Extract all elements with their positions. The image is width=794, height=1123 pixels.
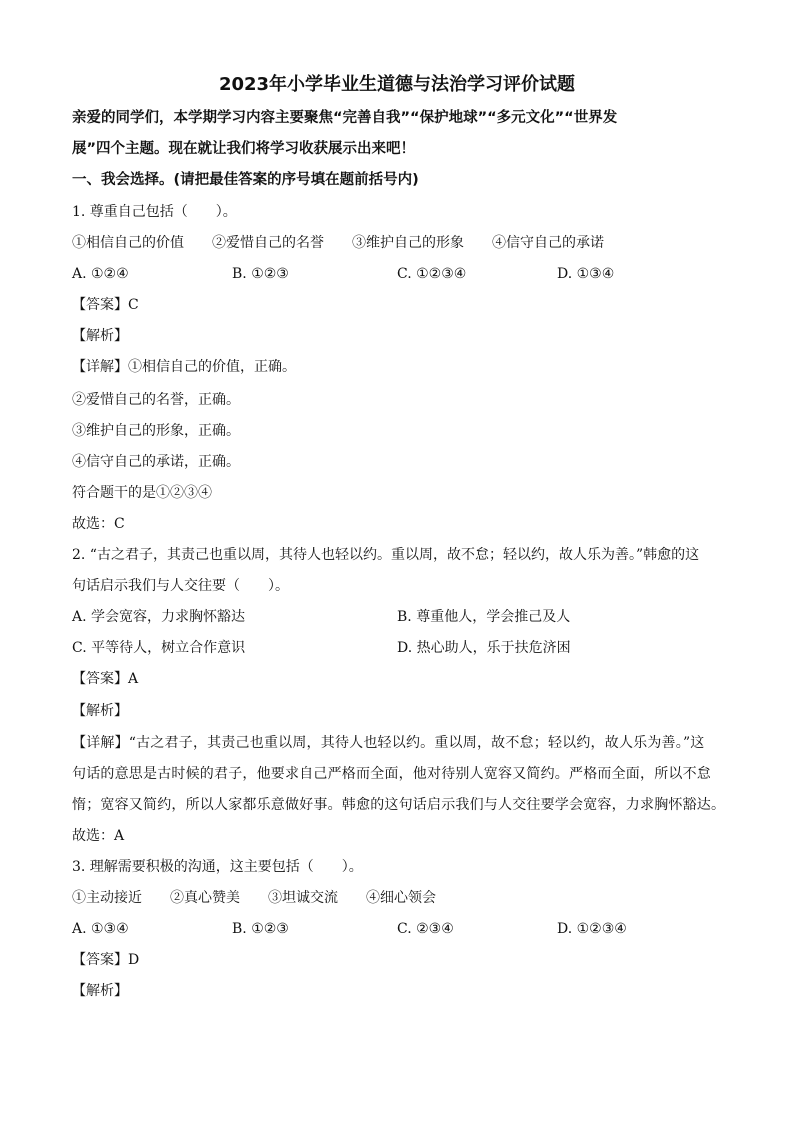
q2-option-c: C. 平等待人，树立合作意识	[72, 640, 246, 656]
q1-detail-line: ③维护自己的形象，正确。	[72, 423, 240, 439]
q3-answer: 【答案】D	[72, 952, 140, 968]
q1-stem: 1. 尊重自己包括（ ）。	[72, 204, 237, 220]
q2-answer: 【答案】A	[72, 671, 139, 687]
q2-detail-line: 【详解】“古之君子，其责己也重以周，其待人也轻以约。重以周，故不怠；轻以约，故人乐为善。”这	[72, 735, 705, 751]
q2-stem-line-2: 句话启示我们与人交往要（ ）。	[72, 578, 289, 594]
q2-option-a: A. 学会宽容，力求胸怀豁达	[72, 609, 246, 625]
q3-option-c: C. ②③④	[397, 921, 454, 937]
q1-option-b: B. ①②③	[232, 266, 289, 282]
q3-items: ①主动接近 ②真心赞美 ③坦诚交流 ④细心领会	[72, 890, 436, 906]
q1-items: ①相信自己的价值 ②爱惜自己的名誉 ③维护自己的形象 ④信守自己的承诺	[72, 235, 604, 251]
q1-detail-line: 符合题干的是①②③④	[72, 485, 212, 501]
q1-choice: 故选：C	[72, 516, 125, 532]
q1-option-d: D. ①③④	[557, 266, 615, 282]
q1-detail-line: 【详解】①相信自己的价值，正确。	[72, 359, 296, 375]
q2-detail-line: 句话的意思是古时候的君子，他要求自己严格而全面，他对待别人宽容又简约。严格而全面，所以不怠	[72, 766, 711, 782]
q1-detail-line: ④信守自己的承诺，正确。	[72, 454, 240, 470]
q3-stem: 3. 理解需要积极的沟通，这主要包括（ ）。	[72, 859, 363, 875]
intro-line-1: 亲爱的同学们，本学期学习内容主要聚焦“完善自我”“保护地球”“多元文化”“世界发	[72, 110, 618, 126]
q3-option-d: D. ①②③④	[557, 921, 627, 937]
q1-analysis-label: 【解析】	[72, 328, 128, 344]
q2-analysis-label: 【解析】	[72, 703, 128, 719]
q2-option-d: D. 热心助人，乐于扶危济困	[397, 640, 571, 656]
q2-choice: 故选：A	[72, 828, 125, 844]
q2-detail-line: 惰；宽容又简约，所以人家都乐意做好事。韩愈的这句话启示我们与人交往要学会宽容，力求胸怀豁达。	[72, 797, 726, 813]
q3-analysis-label: 【解析】	[72, 983, 128, 999]
q1-detail-line: ②爱惜自己的名誉，正确。	[72, 392, 240, 408]
q1-option-a: A. ①②④	[72, 266, 129, 282]
q2-option-b: B. 尊重他人，学会推己及人	[397, 609, 571, 625]
q1-answer: 【答案】C	[72, 297, 139, 313]
section-heading: 一、我会选择。(请把最佳答案的序号填在题前括号内)	[72, 172, 419, 188]
q3-option-b: B. ①②③	[232, 921, 289, 937]
exam-title: 2023年小学毕业生道德与法治学习评价试题	[218, 74, 576, 95]
q2-stem-line-1: 2. “古之君子，其责己也重以周，其待人也轻以约。重以周，故不怠；轻以约，故人乐为善。”韩愈的这	[72, 547, 700, 563]
q1-option-c: C. ①②③④	[397, 266, 467, 282]
q3-option-a: A. ①③④	[72, 921, 129, 937]
intro-line-2: 展”四个主题。现在就让我们将学习收获展示出来吧！	[72, 141, 416, 157]
